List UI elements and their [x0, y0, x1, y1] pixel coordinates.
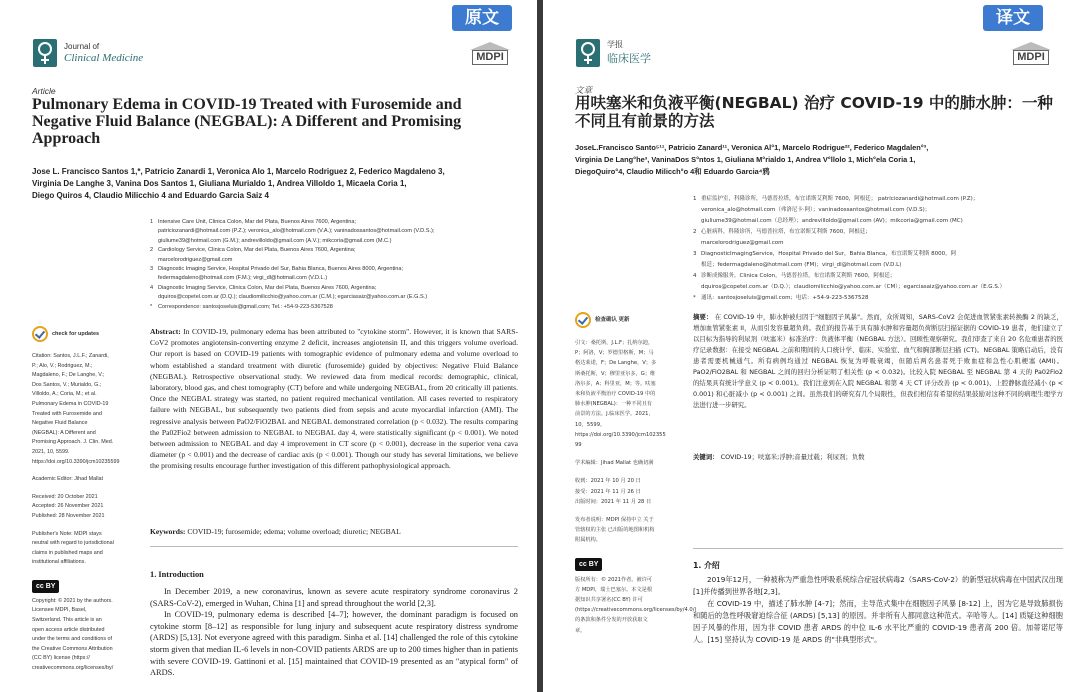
check-updates-icon	[575, 312, 591, 328]
translation-tag: 译文	[983, 5, 1043, 31]
received-date: 收到：2021 年 10 月 20 日	[575, 478, 641, 485]
intro-body	[150, 586, 518, 679]
accepted-date: Accepted: 26 November 2021	[32, 503, 104, 510]
intro-paragraph: In COVID-19, pulmonary edema is described [4–7]; however, the dominant paradigm is focused on cytokine storm [8–12] as responsible for lung injury and subsequent acute respiratory distress syndrome (ARDS) [5,13]. Not everyone agreed with this paradigm. Sinha et al. [14] challenged the role of this cytokine storm given that median IL-6 levels in non-COVID patients ARDS are up to 200 times higher than in patients with severe COVID-19. Gattinoni et al. [15] maintained that COVID-19 presented as an "atypical form" of ARDS.	[150, 610, 518, 678]
affiliation-line: veronica_alo@hotmail.com（弗洛尼卡·阿）；vaninadossantos@hotmail.com (V.D.S)；	[701, 207, 931, 213]
original-page-pane	[0, 0, 537, 692]
affiliation-line: 4 Diagnostic Imaging Service, Clinica Colon, Mar del Plata, Buenos Aires 7600, Argentina;	[150, 284, 377, 291]
author-line: Jose L. Francisco Santos 1,*, Patricio Zanardi 1, Veronica Alo 1, Marcelo Rodriguez 2, Federico Magdaleno 3,	[32, 167, 445, 176]
received-date: Received: 20 October 2021	[32, 493, 98, 500]
translated-page-pane	[543, 0, 1080, 692]
affiliation-line: dquiros@copetel.com.ar（D.Q.）；claudiomilicchio@yahoo.com.ar（CM）；egarciasaiz@yahoo.com.ar（E.G.S.）	[701, 284, 1006, 290]
abstract-label: 摘要：	[693, 313, 713, 321]
mdpi-logo: MDPI	[1009, 42, 1053, 69]
affiliation-line: 2 Cardiology Service, Clinica Colon, Mar del Plata, Buenos Aires 7600, Argentina;	[150, 247, 356, 254]
affiliation-line: giuliume39@hotmail.com (G.M.); andrevilloldo@gmail.com (A.V.); mikcoria@gmail.com (M.C.)	[158, 237, 392, 244]
affiliation-line: * 通讯：santosjoseluis@gmail.com；电话：+54-9-223-5367528	[693, 295, 869, 301]
academic-editor: Academic Editor: Jihad Mallat	[32, 476, 104, 483]
affiliation-line: marcelorodriguez@gmail.com	[158, 256, 233, 263]
keywords	[693, 452, 1063, 463]
author-line: DiegoQuiro°4, Claudio Milicch°o 4和 Eduardo Garcia⁴鸦	[575, 167, 770, 176]
journal-name-line2: Clinical Medicine	[64, 52, 144, 64]
affiliation-line: patriciozanardi@hotmail.com (P.Z.); veronica_alo@hotmail.com (V.A.); vaninadossantos@hotmail.com (V.D.S.);	[158, 228, 435, 235]
affiliation-line: marcelorodriguez@gmail.com	[701, 240, 784, 246]
affiliation-line: 1 Intensive Care Unit, Clinica Colon, Mar del Plata, Buenos Aires 7600, Argentina;	[150, 219, 357, 225]
affiliation-line: dquiros@copetel.com.ar (D.Q.); claudiomilicchio@yahoo.com.ar (C.M.); egarciasaiz@yahoo.com.ar (E.G.S.)	[158, 294, 428, 301]
side-info-column	[32, 326, 120, 674]
affiliation-line: 3 Diagnostic Imaging Service, Hospital Privado del Sur, Bahia Blanca, Buenos Aires 8000, Argentina;	[150, 266, 404, 273]
journal-name-line2: 临床医学	[607, 52, 651, 65]
affiliation-line: giuliume39@hotmail.com（总经理）；andrevilloldo@gmail.com (AV)；mikcoria@gmail.com (MC)	[701, 218, 963, 224]
keywords	[150, 526, 518, 537]
cc-license-icon: cc BY	[575, 558, 602, 571]
published-date: 出版时间：2021 年 11 月 28 日	[575, 498, 652, 505]
academic-editor: 学术编辑：Jihad Mallat 也确切满	[575, 460, 654, 467]
copyright-notice: 版权所有：© 2021作者。被许可方 MDPI，瑞士巴塞尔。本文是根据知识共享署名(CC BY) 许可 (https://creativecommons.org/licenses/by/4.0/)的条款和条件分发的开放获取文章。	[575, 576, 697, 634]
intro-heading: 1. 介绍	[693, 561, 720, 570]
affiliations	[693, 194, 1063, 304]
paper-title: 用呋塞米和负液平衡(NEGBAL) 治疗 COVID-19 中的肺水肿：一种不同且有前景的方法	[575, 94, 1053, 130]
abstract-text: In COVID-19, pulmonary edema has been attributed to "cytokine storm". However, it is known that SARS-CoV2 promotes angiotensin-converting enzyme 2 deficit, increases angiotensin II, and this triggers volume overload. Our report is based on COVID-19 patients with tomographic evidence of pulmonary edema and volume overload to whom established a standard treatment with diuretic (furosemide) guided by objectives: Negative Fluid Balance (NEGBAL). Retrospective observational study. We reviewed data from medical records: demographic, clinical, laboratory, blood gas, and chest tomography (CT) before and while undergoing NEGBAL, from 20 critically ill patients. Once the NEGBAL strategy was started, no patient required mechanical ventilation. All cases reverted to respiratory failure with NEGBAL, but subsequently two patients died from sepsis and acute myocardial infarction (AMI). The regressive analysis between PaO2/FiO2BAL and NEGBAL demonstrated correlation (p < 0.032). The results comparing the Pa02Fio2 between admission to NEGBAL to NEGBAL day 4, were statistically significant (p < 0.001). We noted between admission to NEGBAL and day 4 improvement in CT score (p < 0.001), decrease in the superior vena cava diameter (p < 0.001) and the decrease of cardiac axis (p < 0.001). Though our study has several limitations, we believe the promising results encourage further investigation of this different pathophysiological approach.	[150, 327, 518, 471]
copyright-notice: Copyright: © 2021 by the authors. Licensee MDPI, Basel, Switzerland. This article is an open access article distributed under the terms and conditions of the Creative Commons Attribution (CC BY) license (https:// creativecommons.org/licenses/by/	[32, 597, 114, 672]
section-divider	[693, 548, 1063, 549]
citation-block: Citation: Santos, J.L.F.; Zanardi, P.; Alo, V.; Rodriguez, M.; Magdaleno, F.; De Langhe, V.; Dos Santos, V.; Murialdo, G.; Villoldo, A.; Coria, M.; et al. Pulmonary Edema in COVID-19 Treated with Furosemide and Negative Fluid Balance (NEGBAL): A Different and Promising Approach. J. Clin. Med. 2021, 10, 5599. https://doi.org/10.3390/jcm10235599	[32, 353, 120, 465]
abstract-text: 在 COVID-19 中，肺水肿被归因于"细胞因子风暴"。然而，众所周知，SARS-CoV2 会促进血管紧张素转换酶 2 的缺乏，增加血管紧张素 II，从而引发容量超负荷。我们的报告基于具有肺水肿和容量超负荷断层扫描证据的 COVID-19 患者，他们建立了以目标为指导的利尿剂（呋塞米）标准治疗：负液体平衡（NEGBAL 方法）。回顾性观察研究。我们审查了来自 20 名危重患者的医疗记录数据：在接受 NEGBAL 之前和期间的人口统计学、临床、实验室、血气和胸部断层扫描 (CT)。NEGBAL 策略启动后，没有患者需要机械通气。所有病例均通过 NEGBAL 恢复为呼吸衰竭，但随后两名患者死于败血症和急性心肌梗塞 (AMI)。PaO2/FiO2BAL 和 NEGBAL 之间的回归分析证明了相关性 (p < 0.032)。比较入院 NEGBAL 至 NEGBAL 第 4 天的 Pa02Fio2 的结果具有统计学意义 (p < 0.001)。我们注意到在入院 NEGBAL 和第 4 天 CT 评分改善 (p < 0.001)、上腔静脉直径减小 (p < 0.001) 和心脏减小 (p < 0.001) 之间。虽然我们的研究有几个局限性，但我们相信有希望的结果鼓励对这种不同的病理生理学方法进行进一步研究。	[693, 313, 1063, 409]
journal-logo-icon	[32, 38, 58, 68]
mdpi-roof-icon	[1011, 42, 1051, 50]
author-line: JoseL.Francisco Santo⁵¹¹, Patricio Zanard¹¹, Veronica Al°1, Marcelo Rodrigue²², Federico Magdalen°³,	[575, 143, 929, 152]
affiliation-line: * Correspondence: santosjoseluis@gmail.com; Tel.: +54-9-223-5367528	[150, 303, 333, 310]
published-date: Published: 28 November 2021	[32, 512, 105, 519]
article-type: Article	[32, 86, 56, 96]
mdpi-roof-icon	[470, 42, 510, 50]
journal-header	[575, 38, 651, 68]
section-divider	[150, 546, 518, 547]
journal-name-line1: 学报	[607, 40, 623, 49]
intro-heading: 1. Introduction	[150, 570, 204, 579]
keywords-text: COVID-19；呋塞米;浮肿;音量过载；利尿剂；负数	[720, 453, 865, 461]
affiliation-line: federmagdaleno@hotmail.com (F.M.); virgi_dl@hotmail.com (V.D.L.)	[158, 275, 328, 282]
original-tag: 原文	[452, 5, 512, 31]
abstract-label: Abstract:	[150, 327, 181, 336]
journal-header	[32, 38, 143, 68]
abstract	[150, 326, 518, 472]
citation-block: 引文：桑托斯，J.L.F；扎纳尔迪，P；阿洛，V；罗德里格斯，M；马格达莱诺，F；De Langhe，V；多斯桑托斯，V；穆里亚尔多，G；维洛尔多，A；科里亚，M；等。呋塞米和负液平衡治疗 COVID-19 中的肺水肿(NEGBAL)：一种不同且有前景的方法。J.临床医学。2021，10，5599。https://doi.org/10.3390/jcm102355 99	[575, 340, 666, 449]
side-info-column	[575, 312, 697, 636]
affiliation-line: 3 DiagnosticImagingService，Hospital Privado del Sur，Bahia Blanca，布宜诺斯艾利斯 8000，阿	[693, 251, 957, 257]
affiliation-line: 1 重症监护室，科隆诊所，马德普拉塔，布宜诺斯艾利斯 7600，阿根廷； patriciozanardi@hotmail.com (P.Z)；	[693, 196, 979, 202]
intro-paragraph: In December 2019, a new coronavirus, known as severe acute respiratory syndrome coronavirus 2 (SARS-CoV-2), emerged in Wuhan, China [1] and spread throughout the world [2,3].	[150, 587, 518, 608]
author-line: Virginia De Lang°he³, VaninaDos S°ntos 1, Giuliana M°rialdo 1, Andrea V°llolo 1, Mich°ela Coria 1,	[575, 155, 916, 164]
check-for-updates-badge[interactable]: 检查确认 更新	[575, 312, 657, 328]
author-line: Diego Quiros 4, Claudio Milicchio 4 and Eduardo Garcia Saiz 4	[32, 191, 269, 200]
publisher-note: Publisher's Note: MDPI stays neutral with regard to jurisdictional claims in published maps and institutional affiliations.	[32, 530, 114, 566]
abstract	[693, 312, 1063, 411]
affiliations	[150, 218, 520, 312]
keywords-label: Keywords:	[150, 527, 186, 536]
keywords-text: COVID-19; furosemide; edema; volume overload; diuretic; NEGBAL	[187, 527, 401, 536]
publisher-note: 发布者说明：MDPI 保持中立 关于管辖权的主张 已出版的地图和机构附属机构。	[575, 517, 655, 544]
paper-title: Pulmonary Edema in COVID-19 Treated with Furosemide and Negative Fluid Balance (NEGBAL): A Different and Promising Approach	[32, 96, 462, 147]
mdpi-logo: MDPI	[468, 42, 512, 69]
intro-paragraph: 在 COVID-19 中，描述了肺水肿 [4-7]；然而，主导范式集中在细胞因子风暴 [8-12] 上，因为它是导致肺损伤和随后的急性呼吸窘迫综合征 (ARDS) [5,13] 的原因。并非所有人都同意这种范式。辛哈等人。[14] 质疑这种细胞因子风暴的作用，因为非 COVID 患者 ARDS 的中位 IL-6 水平比严重的 COVID-19 患者高 200 倍。加蒂诺尼等人。[15] 坚持认为 COVID-19 是 ARDS 的"非典型形式"。	[693, 599, 1063, 644]
keywords-label: 关键词：	[693, 453, 719, 461]
affiliation-line: 4 诊断成像服务，Clinica Colon，马德普拉塔，布宜诺斯艾利斯 7600，阿根廷；	[693, 273, 896, 279]
author-list	[575, 142, 1055, 178]
affiliation-line: 根廷；federmagdaleno@hotmail.com (FM)；virgi_dl@hotmail.com (V.D.L)	[701, 262, 902, 268]
intro-paragraph: 2019年12月，一种被称为严重急性呼吸系统综合症冠状病毒2（SARS-CoV-2）的新型冠状病毒在中国武汉出现[1]并传播到世界各地[2,3]。	[693, 575, 1063, 596]
journal-name-line1: Journal of	[64, 42, 100, 51]
accepted-date: 接受：2021 年 11 月 26 日	[575, 488, 641, 495]
affiliation-line: 2 心脏病科，科隆诊所，马德普拉塔，布宜诺斯艾利斯 7600，阿根廷；	[693, 229, 871, 235]
check-for-updates-badge[interactable]: check for updates	[32, 326, 114, 342]
author-line: Virginia De Langhe 3, Vanina Dos Santos 1, Giuliana Murialdo 1, Andrea Villoldo 1, Micaela Coria 1,	[32, 179, 407, 188]
check-updates-icon	[32, 326, 48, 342]
article-type: 文章	[575, 86, 593, 96]
author-list	[32, 166, 502, 202]
cc-license-icon: cc BY	[32, 580, 59, 593]
journal-logo-icon	[575, 38, 601, 68]
intro-body	[693, 574, 1063, 646]
